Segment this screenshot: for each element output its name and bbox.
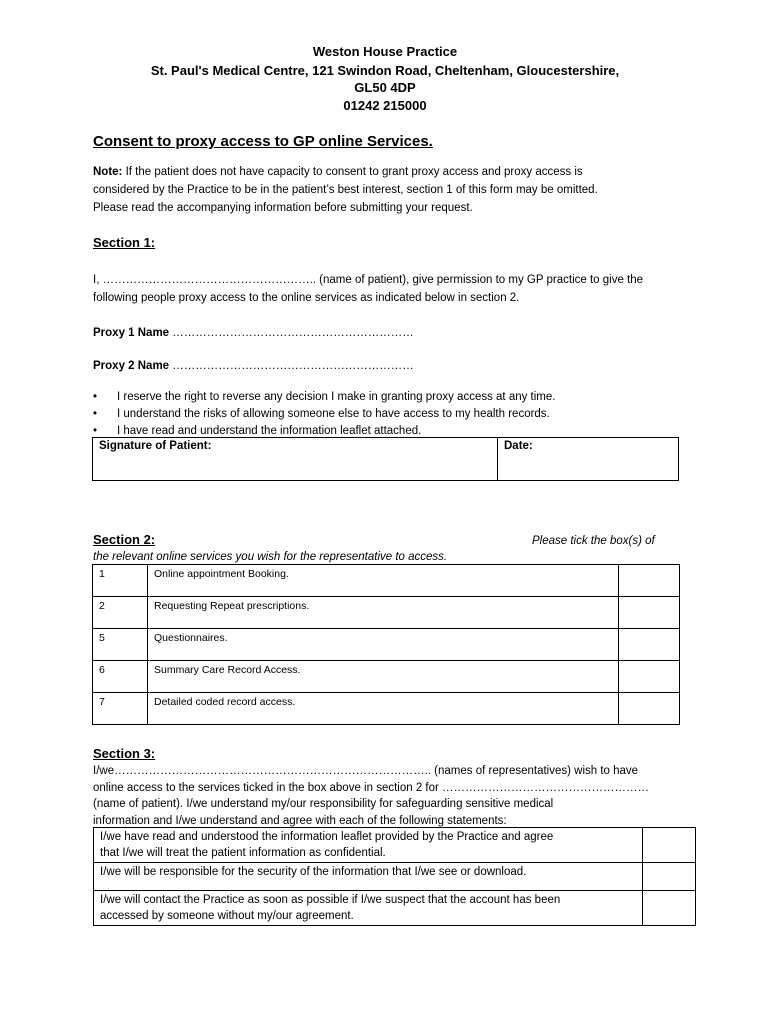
practice-name: Weston House Practice <box>312 44 458 59</box>
section-3-line-2: online access to the services ticked in the box above in section 2 for ……………………………………………… <box>93 781 650 794</box>
service-name: Summary Care Record Access. <box>148 661 619 693</box>
note-text-3: Please read the accompanying information before submitting your request. <box>93 202 473 214</box>
service-name: Questionnaires. <box>148 629 619 661</box>
table-row <box>93 693 680 725</box>
section-1-line-1: I, ……………………………………………….. (name of patient), give permission to my GP practice to give the <box>93 274 644 286</box>
service-number: 7 <box>93 693 148 725</box>
section-1-heading: Section 1: <box>93 235 156 250</box>
section-2-instruction-1: Please tick the box(s) of <box>532 535 655 547</box>
section-2-heading: Section 2: <box>93 532 156 547</box>
service-tick-box[interactable] <box>619 693 680 725</box>
bullet-item <box>93 406 673 423</box>
bullet-item <box>93 389 673 406</box>
proxy-1-field[interactable] <box>93 324 414 342</box>
note-text-2: considered by the Practice to be in the patient’s best interest, section 1 of this form may be omitted. <box>93 184 598 196</box>
signature-field[interactable] <box>93 438 498 481</box>
date-field[interactable] <box>498 438 679 481</box>
table-row <box>94 891 696 926</box>
section-3-heading: Section 3: <box>93 746 156 761</box>
bullet-text: I have read and understand the information leaflet attached. <box>117 425 422 437</box>
practice-phone: 01242 215000 <box>343 98 427 113</box>
signature-table <box>92 437 679 481</box>
bullet-icon: • <box>93 408 98 420</box>
practice-postcode: GL50 4DP <box>354 80 416 95</box>
statements-table <box>93 827 696 926</box>
service-name: Requesting Repeat prescriptions. <box>148 597 619 629</box>
service-number: 5 <box>93 629 148 661</box>
table-row <box>93 565 680 597</box>
service-name: Online appointment Booking. <box>148 565 619 597</box>
proxy-2-field[interactable] <box>93 357 414 375</box>
bullet-icon: • <box>93 391 98 403</box>
section-3-line-1: I/we……………………………………………………………………….. (names of representatives) wish to have <box>93 765 639 777</box>
proxy-1-dots: ……………………………………………………… <box>169 327 414 339</box>
service-number: 2 <box>93 597 148 629</box>
table-row <box>93 629 680 661</box>
statement-tick-box[interactable] <box>643 828 696 863</box>
statement-text <box>94 828 643 863</box>
note-text-1: If the patient does not have capacity to consent to grant proxy access and proxy access is <box>122 166 583 178</box>
service-number: 6 <box>93 661 148 693</box>
proxy-2-label: Proxy 2 Name <box>93 360 170 372</box>
practice-address: St. Paul's Medical Centre, 121 Swindon Road, Cheltenham, Gloucestershire, <box>150 63 620 78</box>
service-tick-box[interactable] <box>619 629 680 661</box>
service-number: 1 <box>93 565 148 597</box>
note-label: Note: <box>93 166 123 178</box>
statement-tick-box[interactable] <box>643 863 696 891</box>
service-name: Detailed coded record access. <box>148 693 619 725</box>
section-3-text <box>93 763 703 829</box>
services-table <box>92 564 680 725</box>
section-3-line-4: information and I/we understand and agree with each of the following statements: <box>93 814 507 827</box>
signature-label: Signature of Patient: <box>99 440 212 452</box>
proxy-1-label: Proxy 1 Name <box>93 327 170 339</box>
date-label: Date: <box>504 440 533 452</box>
service-tick-box[interactable] <box>619 565 680 597</box>
table-row <box>93 661 680 693</box>
statement-line: accessed by someone without my/our agreement. <box>100 910 354 922</box>
proxy-2-dots: ……………………………………………………… <box>169 360 414 372</box>
statement-line: I/we will contact the Practice as soon as possible if I/we suspect that the account has been <box>100 894 561 906</box>
service-tick-box[interactable] <box>619 661 680 693</box>
section-1-line-2: following people proxy access to the online services as indicated below in section 2. <box>93 292 520 304</box>
note-block <box>93 163 693 217</box>
table-row <box>94 863 696 891</box>
statement-line: I/we have read and understood the information leaflet provided by the Practice and agree <box>100 831 554 843</box>
table-row <box>94 828 696 863</box>
statement-text <box>94 891 643 926</box>
table-row <box>93 597 680 629</box>
page-title: Consent to proxy access to GP online Services. <box>93 133 433 150</box>
bullet-text: I understand the risks of allowing someone else to have access to my health records. <box>117 408 550 420</box>
section-3-line-3: (name of patient). I/we understand my/our responsibility for safeguarding sensitive medical <box>93 798 554 810</box>
bullet-text: I reserve the right to reverse any decision I make in granting proxy access at any time. <box>117 391 556 403</box>
statement-text <box>94 863 643 891</box>
statement-tick-box[interactable] <box>643 891 696 926</box>
service-tick-box[interactable] <box>619 597 680 629</box>
statement-line: that I/we will treat the patient information as confidential. <box>100 847 386 859</box>
bullet-icon: • <box>93 425 98 437</box>
section-1-consent <box>93 271 693 307</box>
section-2-instruction-2: the relevant online services you wish for the representative to access. <box>93 551 448 563</box>
statement-line: I/we will be responsible for the security of the information that I/we see or download. <box>100 866 527 878</box>
